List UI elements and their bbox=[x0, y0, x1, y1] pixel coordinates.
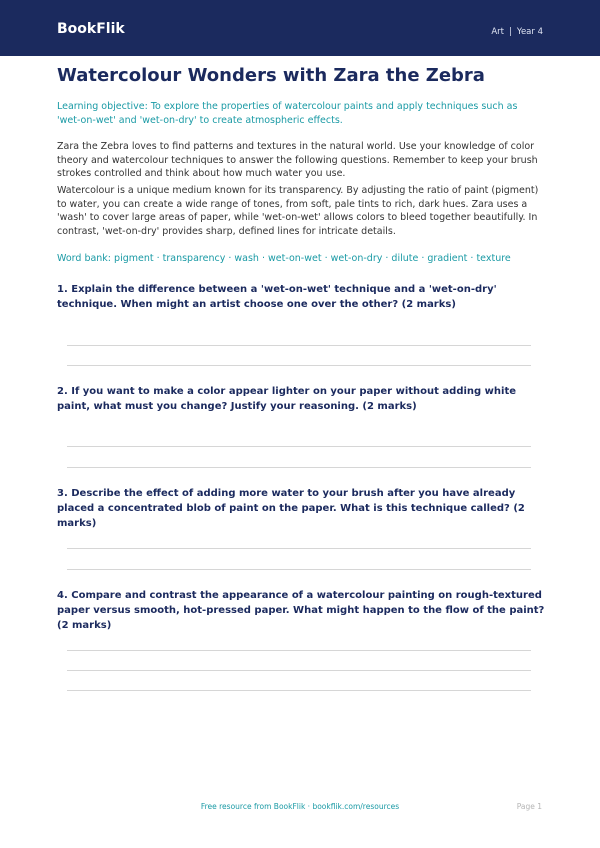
answer-line[interactable] bbox=[67, 345, 531, 346]
answer-line[interactable] bbox=[67, 467, 531, 468]
answer-line[interactable] bbox=[67, 548, 531, 549]
intro-paragraph: Zara the Zebra loves to find patterns and textures in the natural world. Use your knowledge of color theory and watercolour techniques to answer the following questions. Remember to keep your brush strokes controlled and think about how much water you use. bbox=[57, 141, 538, 179]
subject-label: Art bbox=[491, 27, 505, 37]
answer-line[interactable] bbox=[67, 446, 531, 447]
word-bank: Word bank: pigment · transparency · wash · wet-on-wet · wet-on-dry · dilute · gradient · texture bbox=[57, 253, 511, 264]
brand-logo: BookFlik bbox=[57, 21, 125, 37]
question-3: 3. Describe the effect of adding more water to your brush after you have already placed a concentrated blob of paint on the paper. What is this technique called? (2 marks) bbox=[57, 488, 525, 529]
answer-line[interactable] bbox=[67, 569, 531, 570]
answer-line[interactable] bbox=[67, 690, 531, 691]
question-4: 4. Compare and contrast the appearance of a watercolour painting on rough-textured paper versus smooth, hot-pressed paper. What might happen to the flow of the paint? (2 marks) bbox=[57, 590, 545, 631]
question-1: 1. Explain the difference between a 'wet-on-wet' technique and a 'wet-on-dry' technique. When might an artist choose one over the other? (2 marks) bbox=[57, 284, 497, 310]
answer-line[interactable] bbox=[67, 365, 531, 366]
learning-objective: Learning objective: To explore the properties of watercolour paints and apply techniques such as 'wet-on-wet' and 'wet-on-dry' to create atmospheric effects. bbox=[57, 101, 518, 126]
page-number: Page 1 bbox=[516, 802, 542, 811]
header-bar bbox=[0, 0, 600, 56]
page-title: Watercolour Wonders with Zara the Zebra bbox=[57, 65, 485, 86]
answer-line[interactable] bbox=[67, 650, 531, 651]
year-label: Year 4 bbox=[516, 27, 543, 37]
context-paragraph: Watercolour is a unique medium known for its transparency. By adjusting the ratio of paint (pigment) to water, you can create a wide range of tones, from soft, pale tints to rich, dark hues. Zara uses a 'wash' to cover large areas of paper, while 'wet-on-wet' allows colors to bleed together beautifully. In contrast, 'wet-on-dry' provides sharp, defined lines for intricate details. bbox=[57, 185, 539, 237]
footer-credit[interactable]: Free resource from BookFlik · bookflik.com/resources bbox=[200, 802, 400, 811]
meta-separator: | bbox=[509, 27, 512, 37]
subject-year-label bbox=[491, 28, 543, 37]
answer-line[interactable] bbox=[67, 670, 531, 671]
question-2: 2. If you want to make a color appear lighter on your paper without adding white paint, what must you change? Justify your reasoning. (2 marks) bbox=[57, 386, 517, 412]
